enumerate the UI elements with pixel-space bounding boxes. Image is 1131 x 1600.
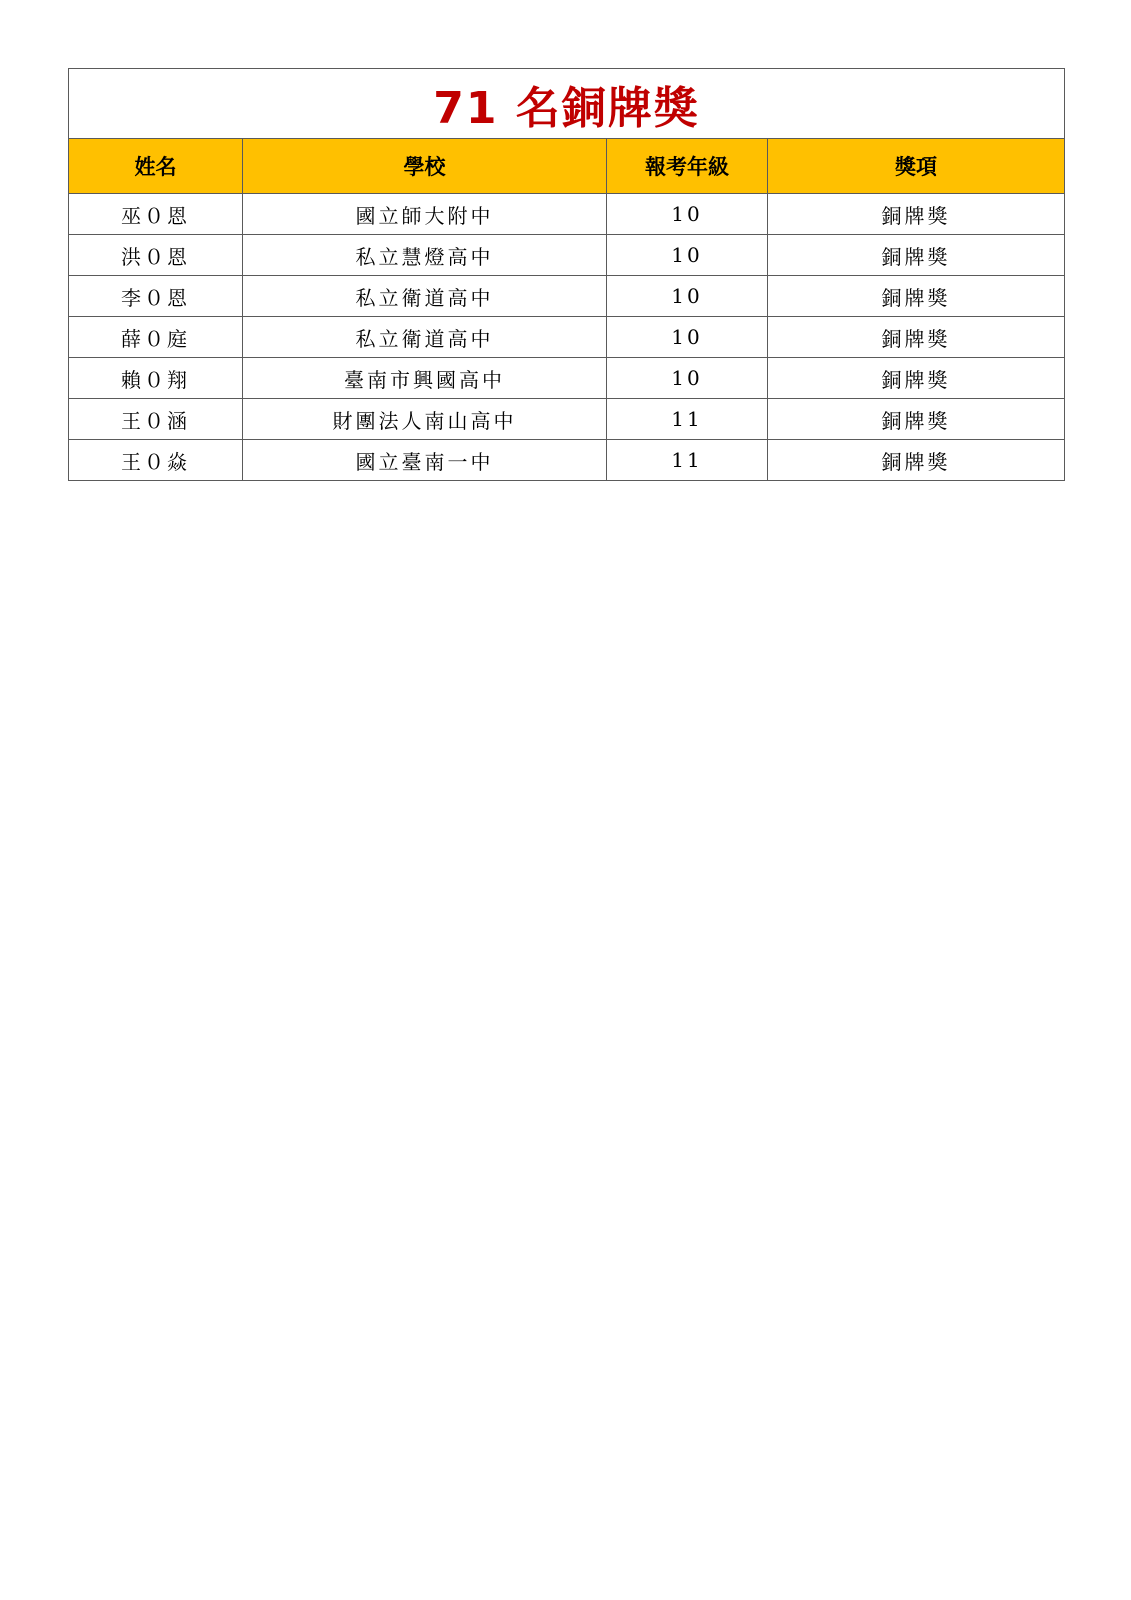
award-table xyxy=(68,68,1065,481)
column-header-school: 學校 xyxy=(243,139,607,194)
table-row xyxy=(69,194,1065,235)
cell-name: 薛０庭 xyxy=(69,317,243,358)
column-header-grade: 報考年級 xyxy=(607,139,768,194)
cell-school: 私立慧燈高中 xyxy=(243,235,607,276)
cell-school: 臺南市興國高中 xyxy=(243,358,607,399)
cell-name: 賴０翔 xyxy=(69,358,243,399)
table-row xyxy=(69,399,1065,440)
cell-name: 洪０恩 xyxy=(69,235,243,276)
title-cell xyxy=(69,69,1065,139)
cell-grade: 10 xyxy=(607,194,768,235)
cell-award: 銅牌獎 xyxy=(768,194,1065,235)
column-header-name: 姓名 xyxy=(69,139,243,194)
page-title: 71 名銅牌獎 xyxy=(433,82,700,134)
cell-award: 銅牌獎 xyxy=(768,358,1065,399)
cell-school: 私立衛道高中 xyxy=(243,276,607,317)
cell-name: 王０涵 xyxy=(69,399,243,440)
table-row xyxy=(69,440,1065,481)
cell-grade: 10 xyxy=(607,358,768,399)
column-header-award: 獎項 xyxy=(768,139,1065,194)
cell-name: 李０恩 xyxy=(69,276,243,317)
cell-school: 國立臺南一中 xyxy=(243,440,607,481)
cell-grade: 11 xyxy=(607,440,768,481)
cell-grade: 10 xyxy=(607,276,768,317)
cell-award: 銅牌獎 xyxy=(768,440,1065,481)
table-row xyxy=(69,358,1065,399)
table-row xyxy=(69,317,1065,358)
header-row xyxy=(69,139,1065,194)
cell-award: 銅牌獎 xyxy=(768,399,1065,440)
cell-award: 銅牌獎 xyxy=(768,276,1065,317)
table-row xyxy=(69,276,1065,317)
cell-award: 銅牌獎 xyxy=(768,235,1065,276)
cell-grade: 10 xyxy=(607,317,768,358)
title-row xyxy=(69,69,1065,139)
cell-name: 巫０恩 xyxy=(69,194,243,235)
cell-grade: 11 xyxy=(607,399,768,440)
cell-school: 國立師大附中 xyxy=(243,194,607,235)
cell-name: 王０焱 xyxy=(69,440,243,481)
cell-grade: 10 xyxy=(607,235,768,276)
table-row xyxy=(69,235,1065,276)
cell-award: 銅牌獎 xyxy=(768,317,1065,358)
cell-school: 財團法人南山高中 xyxy=(243,399,607,440)
cell-school: 私立衛道高中 xyxy=(243,317,607,358)
